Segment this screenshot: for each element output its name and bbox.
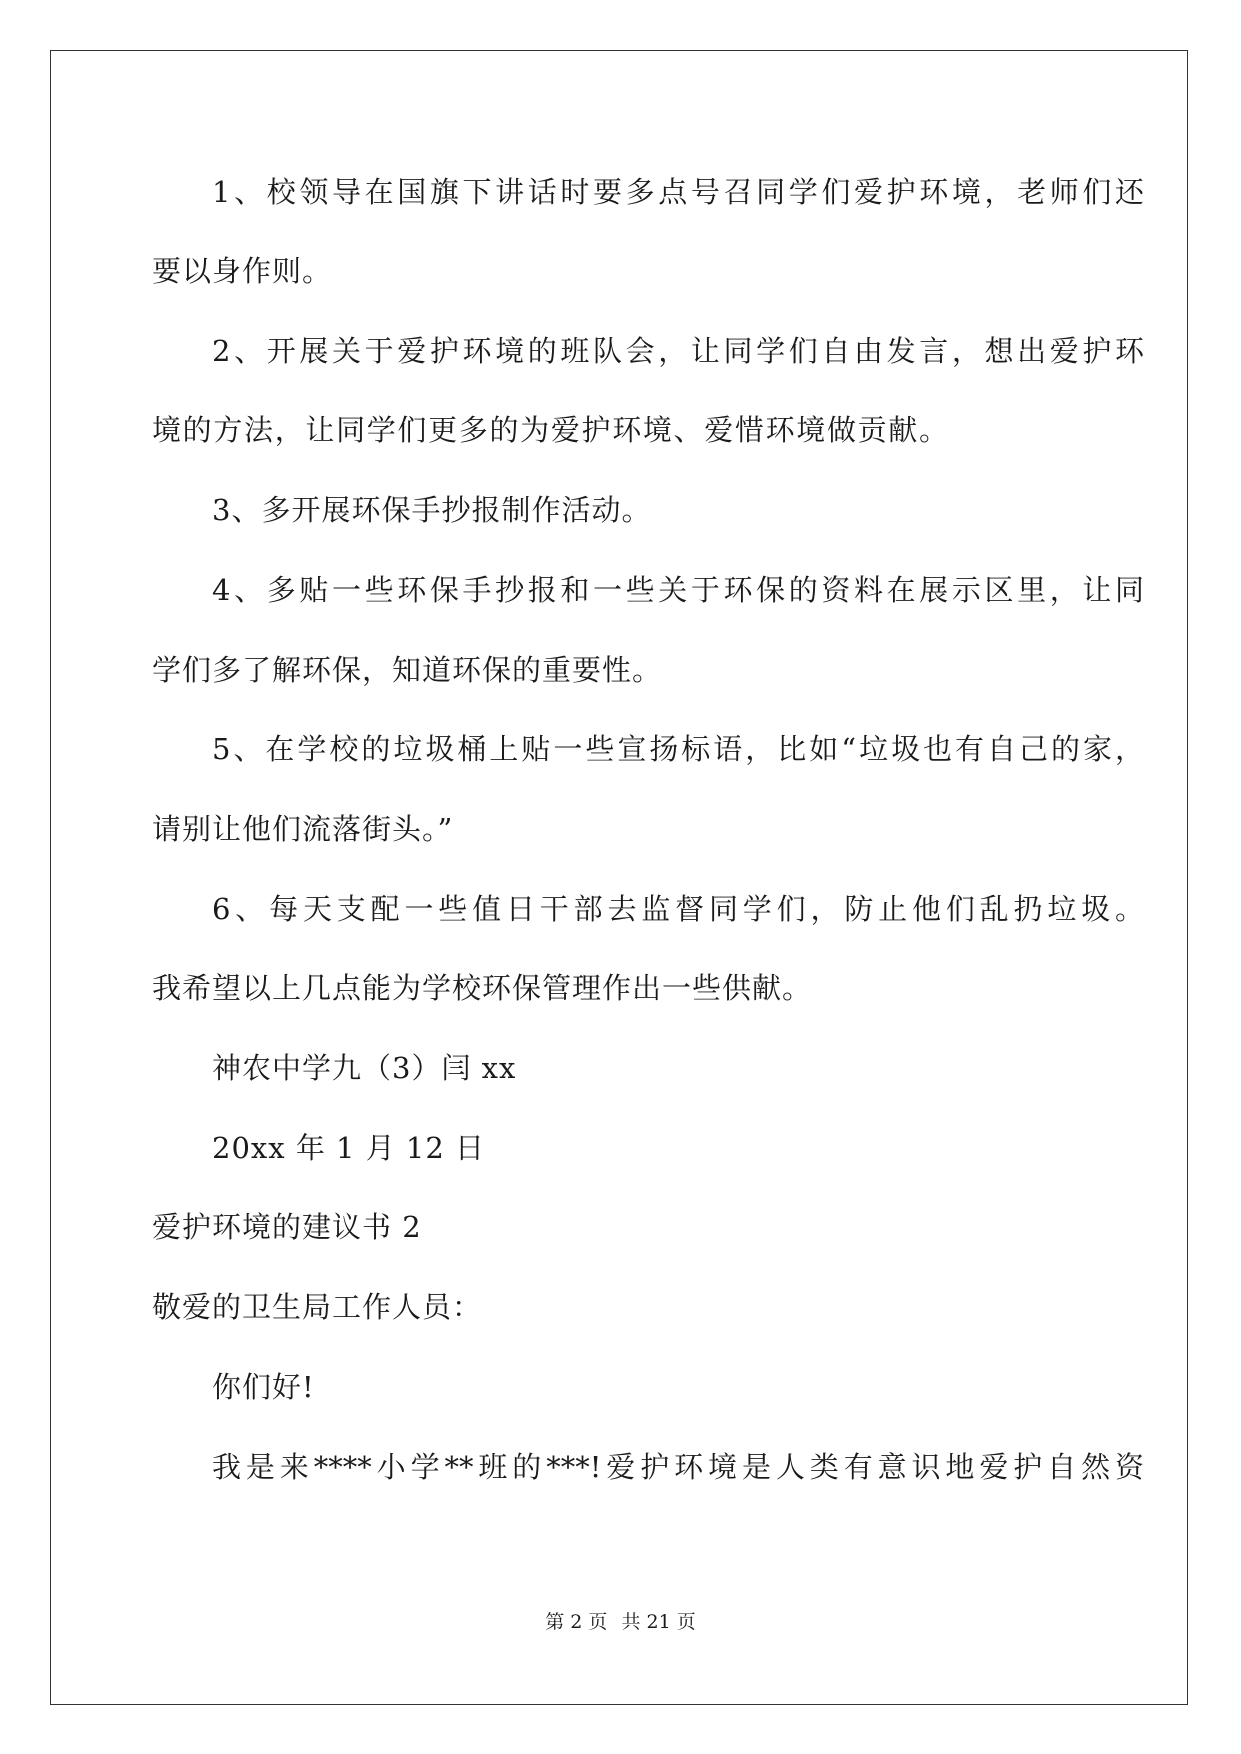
greeting: 你们好! (212, 1370, 315, 1404)
body-line-8: 5、在学校的垃圾桶上贴一些宣扬标语，比如“垃圾也有自己的家， (212, 732, 1144, 766)
body-line-7: 学们多了解环保，知道环保的重要性。 (152, 653, 663, 687)
body-line-3: 2、开展关于爱护环境的班队会，让同学们自由发言，想出爱护环 (212, 334, 1144, 368)
body-line-11: 我希望以上几点能为学校环保管理作出一些供献。 (152, 971, 813, 1005)
body-line-intro: 我是来****小学**班的***!爱护环境是人类有意识地爱护自然资 (212, 1450, 1144, 1484)
signature-line: 神农中学九（3）闫 xx (212, 1051, 517, 1085)
body-line-1: 1、校领导在国旗下讲话时要多点号召同学们爱护环境，老师们还 (212, 175, 1144, 209)
salutation: 敬爱的卫生局工作人员： (152, 1290, 483, 1324)
body-line-2: 要以身作则。 (152, 254, 333, 288)
body-line-9: 请别让他们流落街头。” (152, 812, 454, 846)
page-total: 共 21 页 (621, 1611, 696, 1633)
body-line-6: 4、多贴一些环保手抄报和一些关于环保的资料在展示区里，让同 (212, 573, 1144, 607)
page-number: 第 2 页 (545, 1611, 608, 1633)
page-footer (0, 1610, 1241, 1634)
date-line: 20xx 年 1 月 12 日 (212, 1131, 486, 1165)
section-title: 爱护环境的建议书 2 (152, 1210, 422, 1244)
body-line-10: 6、每天支配一些值日干部去监督同学们，防止他们乱扔垃圾。 (212, 892, 1144, 926)
body-line-5: 3、多开展环保手抄报制作活动。 (212, 493, 652, 527)
body-line-4: 境的方法，让同学们更多的为爱护环境、爱惜环境做贡献。 (152, 413, 948, 447)
